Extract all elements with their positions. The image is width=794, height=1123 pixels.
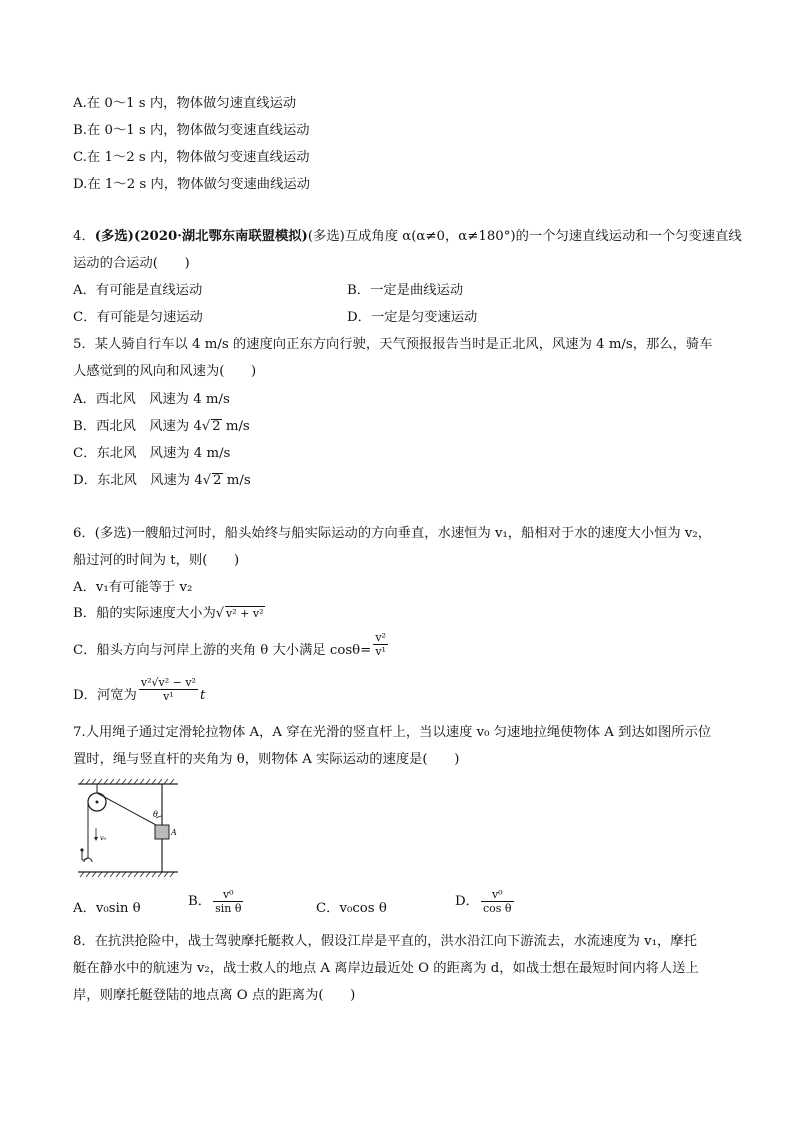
q5-option-b-sqrt: 2 xyxy=(212,419,221,434)
q4-source-tag: (多选)(2020·湖北鄂东南联盟模拟) xyxy=(94,229,308,244)
q4-stem-line1 xyxy=(73,228,742,246)
q7-option-d-fraction xyxy=(481,888,514,915)
q7-option-b xyxy=(188,888,245,915)
q5-option-b: B．西北风 风速为 4√ 2 m/s xyxy=(73,419,250,434)
q5-option-b-text: B．西北风 风速为 4 xyxy=(73,419,202,434)
q6-option-c-denominator: v¹ xyxy=(375,645,386,658)
q8-stem-line3: 岸，则摩托艇登陆的地点离 O 点的距离为( ) xyxy=(73,988,356,1003)
q6-option-d xyxy=(73,676,206,709)
q8-stem-line1: 8．在抗洪抢险中，战士驾驶摩托艇救人，假设江岸是平直的，洪水沿江向下游流去，水流速度为 v₁，摩托 xyxy=(73,934,697,949)
q6-option-c-text: C．船头方向与河岸上游的夹角 θ 大小满足 cosθ= xyxy=(73,643,372,658)
q5-option-a: A．西北风 风速为 4 m/s xyxy=(73,392,230,407)
q7-stem-line2: 置时，绳与竖直杆的夹角为 θ，则物体 A 实际运动的速度是( ) xyxy=(73,752,460,767)
q6-option-b-text: B．船的实际速度大小为 xyxy=(73,606,216,621)
q5-stem-line2: 人感觉到的风向和风速为( ) xyxy=(73,364,257,379)
q4-option-b: B．一定是曲线运动 xyxy=(347,283,464,298)
q6-option-d-numerator: v²√v² − v² xyxy=(140,676,196,689)
q7-option-d-denominator: cos θ xyxy=(482,902,512,915)
q6-option-d-fraction xyxy=(139,676,198,703)
q6-stem-line2: 船过河的时间为 t，则( ) xyxy=(73,553,240,568)
figure-a-label: A xyxy=(171,828,177,837)
figure-v0-label: v₀ xyxy=(100,834,107,842)
q5-stem-line1: 5．某人骑自行车以 4 m/s 的速度向正东方向行驶，天气预报报告当时是正北风，风速为 4 m/s，那么，骑车 xyxy=(73,337,713,352)
q6-option-d-denominator: v¹ xyxy=(139,689,198,703)
q4-stem-line2: 运动的合运动( ) xyxy=(73,256,190,271)
q4-option-a: A．有可能是直线运动 xyxy=(73,283,203,298)
q6-option-d-t: t xyxy=(199,688,206,703)
q6-option-c-fraction xyxy=(373,631,388,658)
q4-option-d: D．一定是匀变速运动 xyxy=(347,310,478,325)
q3-option-a: A.在 0～1 s 内，物体做匀速直线运动 xyxy=(73,96,297,111)
q6-option-c-numerator: v² xyxy=(375,631,386,644)
block-a xyxy=(155,825,169,839)
q5-option-b-unit: m/s xyxy=(221,419,250,434)
q7-stem-line1: 7.人用绳子通过定滑轮拉物体 A，A 穿在光滑的竖直杆上，当以速度 v₀ 匀速地拉绳使物体 A 到达如图所示位 xyxy=(73,725,712,740)
q5-option-d-sqrt: 2 xyxy=(213,473,222,488)
q3-option-d: D.在 1～2 s 内，物体做匀变速曲线运动 xyxy=(73,177,310,192)
q6-option-c xyxy=(73,631,390,664)
q7-option-d-label: D． xyxy=(455,894,479,909)
q4-stem-text: (多选)互成角度 α(α≠0，α≠180°)的一个匀速直线运动和一个匀变速直线 xyxy=(307,229,742,244)
q7-option-b-fraction xyxy=(213,888,243,915)
q6-option-a: A．v₁有可能等于 v₂ xyxy=(73,580,193,595)
q6-option-b-radicand: v² + v² xyxy=(226,607,264,620)
q5-option-d: D．东北风 风速为 4√ 2 m/s xyxy=(73,473,251,488)
q6-option-d-text: D．河宽为 xyxy=(73,688,137,703)
q7-option-b-numerator: v⁰ xyxy=(222,888,234,901)
q5-option-d-unit: m/s xyxy=(222,473,251,488)
q7-option-b-denominator: sin θ xyxy=(215,902,242,915)
q7-option-b-label: B． xyxy=(188,894,212,909)
q7-option-c: C．v₀cos θ xyxy=(316,901,387,916)
q6-stem-line1: 6．(多选)一艘船过河时，船头始终与船实际运动的方向垂直，水速恒为 v₁，船相对于水的速度大小恒为 v₂， xyxy=(73,526,712,541)
q4-option-c: C．有可能是匀速运动 xyxy=(73,310,203,325)
q7-option-d-numerator: v⁰ xyxy=(491,888,503,901)
q6-option-b: B．船的实际速度大小为√ v² + v² xyxy=(73,606,264,621)
pulley-figure xyxy=(76,778,180,878)
q4-options-row1 xyxy=(73,282,202,300)
q3-option-c: C.在 1～2 s 内，物体做匀变速直线运动 xyxy=(73,150,310,165)
q7-option-d xyxy=(455,888,516,915)
q7-option-a: A．v₀sin θ xyxy=(73,901,141,916)
q5-option-d-text: D．东北风 风速为 4 xyxy=(73,473,203,488)
q4-number: 4． xyxy=(73,229,95,244)
q5-option-c: C．东北风 风速为 4 m/s xyxy=(73,446,231,461)
q8-stem-line2: 艇在静水中的航速为 v₂，战士救人的地点 A 离岸边最近处 O 的距离为 d，如战士想在最短时间内将人送上 xyxy=(73,961,699,976)
figure-theta-label: θ xyxy=(153,810,158,819)
q3-option-b: B.在 0～1 s 内，物体做匀变速直线运动 xyxy=(73,123,310,138)
